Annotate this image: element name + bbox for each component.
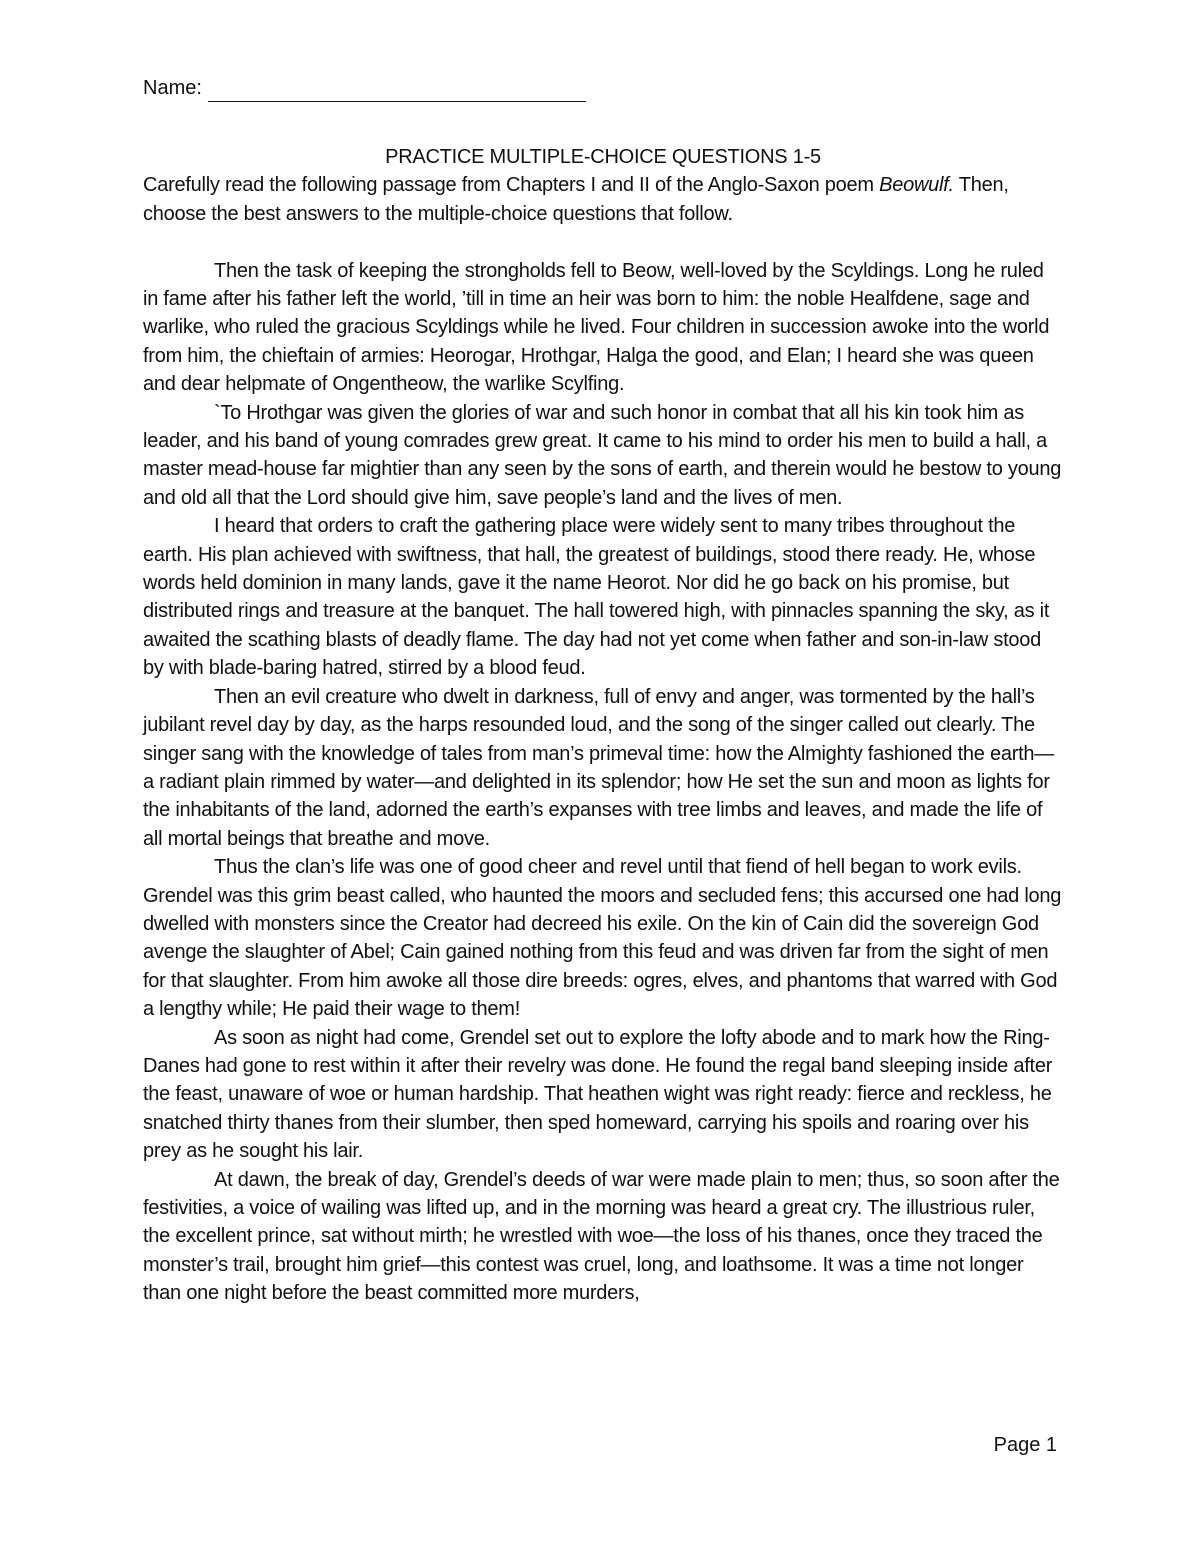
passage-paragraph-6: As soon as night had come, Grendel set out to explore the lofty abode and to mark how the Ring-Danes had gone to rest within it after their revelry was done. He found the regal band sleeping inside after the feast, unaware of woe or human hardship. That heathen wight was right ready: fierce and reckless, he snatched thirty thanes from their slumber, then sped homeward, carrying his spoils and roaring over his prey as he sought his lair. xyxy=(143,1026,1053,1163)
name-line xyxy=(143,74,586,102)
passage-paragraph-2: `To Hrothgar was given the glories of war and such honor in combat that all his kin took him as leader, and his band of young comrades grew great. It came to his mind to order his men to build a hall, a master mead-house far mightier than any seen by the sons of earth, and therein would he bestow to young and old all that the Lord should give him, save people’s land and the lives of men. xyxy=(143,401,1062,509)
name-label: Name: xyxy=(143,77,202,99)
passage-paragraph-5: Thus the clan’s life was one of good cheer and revel until that fiend of hell began to work evils. Grendel was this grim beast called, who haunted the moors and secluded fens; this accursed one had long dwelled with monsters since the Creator had decreed his exile. On the kin of Cain did the sovereign God avenge the slaughter of Abel; Cain gained nothing from this feud and was driven far from the sight of men for that slaughter. From him awoke all those dire breeds: ogres, elves, and phantoms that warred with God a lengthy while; He paid their wage to them! xyxy=(143,856,1062,1021)
page-title: PRACTICE MULTIPLE-CHOICE QUESTIONS 1-5 xyxy=(385,146,821,168)
instructions-text-end: Then, choose the best answers to the multiple-choice questions that follow. xyxy=(143,174,1009,225)
instructions-text-start: Carefully read the following passage from Chapters I and II of the Anglo-Saxon poem xyxy=(143,174,880,197)
passage-paragraph-7: At dawn, the break of day, Grendel’s deeds of war were made plain to men; thus, so soon after the festivities, a voice of wailing was lifted up, and in the morning was heard a great cry. The illustrious ruler, the excellent prince, sat without mirth; he wrestled with woe—the loss of his thanes, once they traced the monster’s trail, brought him grief—this contest was cruel, long, and loathsome. It was a time not longer than one night before the beast committed more murders, xyxy=(143,1168,1060,1305)
poem-title: Beowulf. xyxy=(879,174,954,197)
document-body xyxy=(143,143,1063,1308)
passage-paragraph-4: Then an evil creature who dwelt in darkness, full of envy and anger, was tormented by the hall’s jubilant revel day by day, as the harps resounded loud, and the song of the singer called out clearly. The singer sang with the knowledge of tales from man’s primeval time: how the Almighty fashioned the earth—a radiant plain rimmed by water—and delighted in its splendor; how He set the sun and moon as lights for the inhabitants of the land, adorned the earth’s expanses with tree limbs and leaves, and made the life of all mortal beings that breathe and move. xyxy=(143,685,1055,850)
page-number: Page 1 xyxy=(993,1434,1057,1456)
passage-paragraph-1: Then the task of keeping the strongholds fell to Beow, well-loved by the Scyldings. Long he ruled in fame after his father left the world, ’till in time an heir was born to him: the noble Healfdene, sage and warlike, who ruled the gracious Scyldings while he lived. Four children in succession awoke into the world from him, the chieftain of armies: Heorogar, Hrothgar, Halga the good, and Elan; I heard she was queen and dear helpmate of Ongentheow, the warlike Scylfing. xyxy=(143,259,1050,396)
name-blank-line[interactable] xyxy=(208,79,586,102)
passage-paragraph-3: I heard that orders to craft the gathering place were widely sent to many tribes throughout the earth. His plan achieved with swiftness, that hall, the greatest of buildings, stood there ready. He, whose words held dominion in many lands, gave it the name Heorot. Nor did he go back on his promise, but distributed rings and treasure at the banquet. The hall towered high, with pinnacles spanning the sky, as it awaited the scathing blasts of deadly flame. The day had not yet come when father and son-in-law stood by with blade-baring hatred, stirred by a blood feud. xyxy=(143,515,1050,680)
instructions xyxy=(143,171,1063,228)
